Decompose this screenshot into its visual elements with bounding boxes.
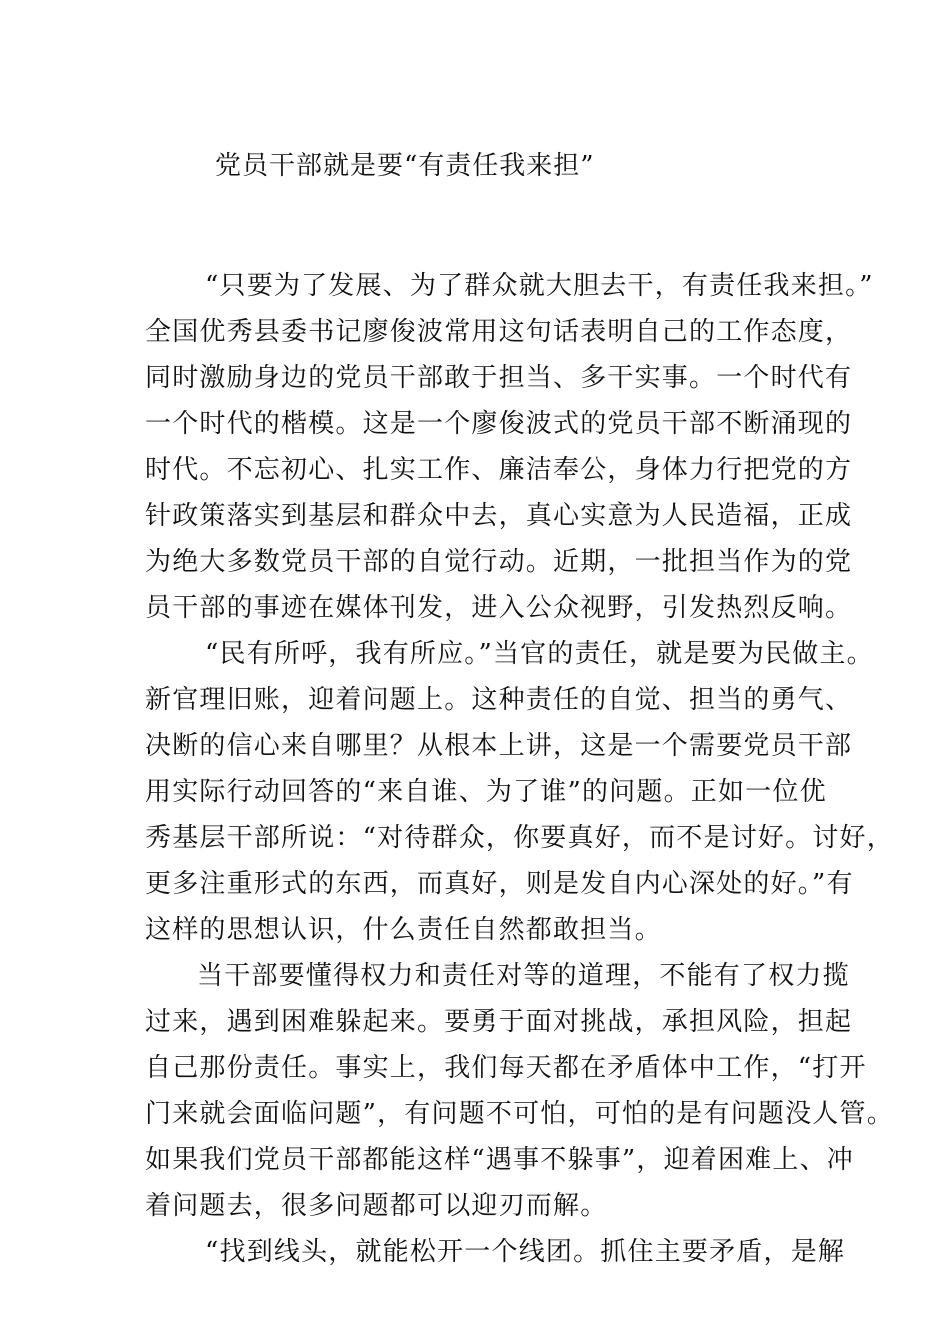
paragraph-line: 秀基层干部所说：“对待群众，你要真好，而不是讨好。讨好， xyxy=(145,823,894,853)
paragraph-line: 这样的思想认识，什么责任自然都敢担当。 xyxy=(145,915,662,945)
paragraph-line: 门来就会面临问题”，有问题不可怕，可怕的是有问题没人管。 xyxy=(145,1099,894,1129)
paragraph-line: 如果我们党员干部都能这样“遇事不躲事”，迎着困难上、冲 xyxy=(145,1145,854,1175)
paragraph-line: 为绝大多数党员干部的自觉行动。近期，一批担当作为的党 xyxy=(145,547,853,577)
document-title: 党员干部就是要“有责任我来担” xyxy=(215,151,595,181)
paragraph-line: “民有所呼，我有所应。”当官的责任，就是要为民做主。 xyxy=(205,639,874,669)
paragraph-line: 决断的信心来自哪里？从根本上讲，这是一个需要党员干部 xyxy=(145,731,853,761)
paragraph-line: 同时激励身边的党员干部敢于担当、多干实事。一个时代有 xyxy=(145,363,853,393)
paragraph-line: 针政策落实到基层和群众中去，真心实意为人民造福，正成 xyxy=(145,501,853,531)
paragraph-line: “找到线头，就能松开一个线团。抓住主要矛盾，是解 xyxy=(205,1237,846,1267)
paragraph-line: 过来，遇到困难躲起来。要勇于面对挑战，承担风险，担起 xyxy=(145,1007,853,1037)
paragraph-line: 更多注重形式的东西，而真好，则是发自内心深处的好。”有 xyxy=(145,869,854,899)
paragraph-line: 时代。不忘初心、扎实工作、廉洁奉公，身体力行把党的方 xyxy=(145,455,853,485)
paragraph-line: 新官理旧账，迎着问题上。这种责任的自觉、担当的勇气、 xyxy=(145,685,853,715)
paragraph-line: 着问题去，很多问题都可以迎刃而解。 xyxy=(145,1191,608,1221)
paragraph-line: 当干部要懂得权力和责任对等的道理，不能有了权力揽 xyxy=(197,961,850,991)
paragraph-line: 用实际行动回答的“来自谁、为了谁”的问题。正如一位优 xyxy=(145,777,827,807)
paragraph-line: 全国优秀县委书记廖俊波常用这句话表明自己的工作态度， xyxy=(145,317,853,347)
paragraph-line: 一个时代的楷模。这是一个廖俊波式的党员干部不断涌现的 xyxy=(145,409,853,439)
paragraph-line: 员干部的事迹在媒体刊发，进入公众视野，引发热烈反响。 xyxy=(145,593,853,623)
paragraph-line: “只要为了发展、为了群众就大胆去干，有责任我来担。” xyxy=(205,271,874,301)
paragraph-line: 自己那份责任。事实上，我们每天都在矛盾体中工作，“打开 xyxy=(145,1053,867,1083)
